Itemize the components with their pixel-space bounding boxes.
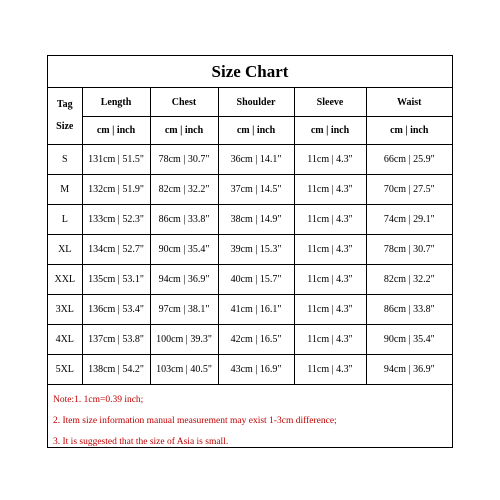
measurement-cell: 82cm | 32.2" [150,175,218,205]
size-label-cell: S [48,145,82,175]
unit-header: cm | inch [150,117,218,145]
size-label-cell: 4XL [48,325,82,355]
unit-header: cm | inch [218,117,294,145]
measurement-cell: 74cm | 29.1" [366,205,452,235]
unit-row [48,117,452,145]
size-label-cell: XXL [48,265,82,295]
measurement-cell: 103cm | 40.5" [150,355,218,385]
unit-header: cm | inch [294,117,366,145]
measurement-cell: 36cm | 14.1" [218,145,294,175]
measurement-cell: 11cm | 4.3" [294,265,366,295]
measurement-cell: 100cm | 39.3" [150,325,218,355]
unit-header: cm | inch [82,117,150,145]
unit-header: cm | inch [366,117,452,145]
column-header-chest: Chest [150,88,218,117]
measurement-cell: 11cm | 4.3" [294,205,366,235]
note-2: 2. Item size information manual measurement may exist 1-3cm difference; [53,415,337,426]
size-label-cell: L [48,205,82,235]
measurement-cell: 138cm | 54.2" [82,355,150,385]
measurement-cell: 11cm | 4.3" [294,145,366,175]
measurement-cell: 11cm | 4.3" [294,325,366,355]
table-row [48,175,452,205]
measurement-cell: 86cm | 33.8" [366,295,452,325]
measurement-cell: 82cm | 32.2" [366,265,452,295]
measurement-cell: 42cm | 16.5" [218,325,294,355]
size-label-cell: 3XL [48,295,82,325]
tag-size-header [48,88,82,145]
size-label-cell: 5XL [48,355,82,385]
column-header-shoulder: Shoulder [218,88,294,117]
measurement-cell: 97cm | 38.1" [150,295,218,325]
table-row [48,205,452,235]
size-label-cell: XL [48,235,82,265]
measurement-cell: 78cm | 30.7" [150,145,218,175]
measurement-cell: 78cm | 30.7" [366,235,452,265]
measurement-cell: 136cm | 53.4" [82,295,150,325]
notes-section [48,385,452,452]
note-3: 3. It is suggested that the size of Asia is small. [53,436,229,447]
measurement-cell: 43cm | 16.9" [218,355,294,385]
measurement-cell: 11cm | 4.3" [294,235,366,265]
measurement-cell: 11cm | 4.3" [294,295,366,325]
measurement-cell: 39cm | 15.3" [218,235,294,265]
size-chart [47,55,453,448]
measurement-cell: 135cm | 53.1" [82,265,150,295]
measurement-cell: 94cm | 36.9" [366,355,452,385]
measurement-cell: 90cm | 35.4" [366,325,452,355]
measurement-cell: 133cm | 52.3" [82,205,150,235]
measurement-cell: 66cm | 25.9" [366,145,452,175]
header-row [48,88,452,117]
measurement-cell: 137cm | 53.8" [82,325,150,355]
tag-header-line1: Tag [56,99,73,110]
tag-header-line2: Size [56,121,74,132]
measurement-cell: 70cm | 27.5" [366,175,452,205]
column-header-sleeve: Sleeve [294,88,366,117]
measurement-cell: 40cm | 15.7" [218,265,294,295]
measurement-cell: 38cm | 14.9" [218,205,294,235]
table-row [48,145,452,175]
table-row [48,325,452,355]
column-header-waist: Waist [366,88,452,117]
measurement-cell: 41cm | 16.1" [218,295,294,325]
measurement-cell: 37cm | 14.5" [218,175,294,205]
measurement-cell: 134cm | 52.7" [82,235,150,265]
measurement-cell: 90cm | 35.4" [150,235,218,265]
note-1: Note:1. 1cm=0.39 inch; [53,394,144,405]
measurement-cell: 86cm | 33.8" [150,205,218,235]
measurement-cell: 11cm | 4.3" [294,355,366,385]
chart-title: Size Chart [48,56,452,88]
size-table [48,88,452,385]
measurement-cell: 94cm | 36.9" [150,265,218,295]
table-row [48,355,452,385]
measurement-cell: 131cm | 51.5" [82,145,150,175]
column-header-length: Length [82,88,150,117]
table-row [48,235,452,265]
measurement-cell: 11cm | 4.3" [294,175,366,205]
table-row [48,265,452,295]
measurement-cell: 132cm | 51.9" [82,175,150,205]
size-label-cell: M [48,175,82,205]
table-row [48,295,452,325]
